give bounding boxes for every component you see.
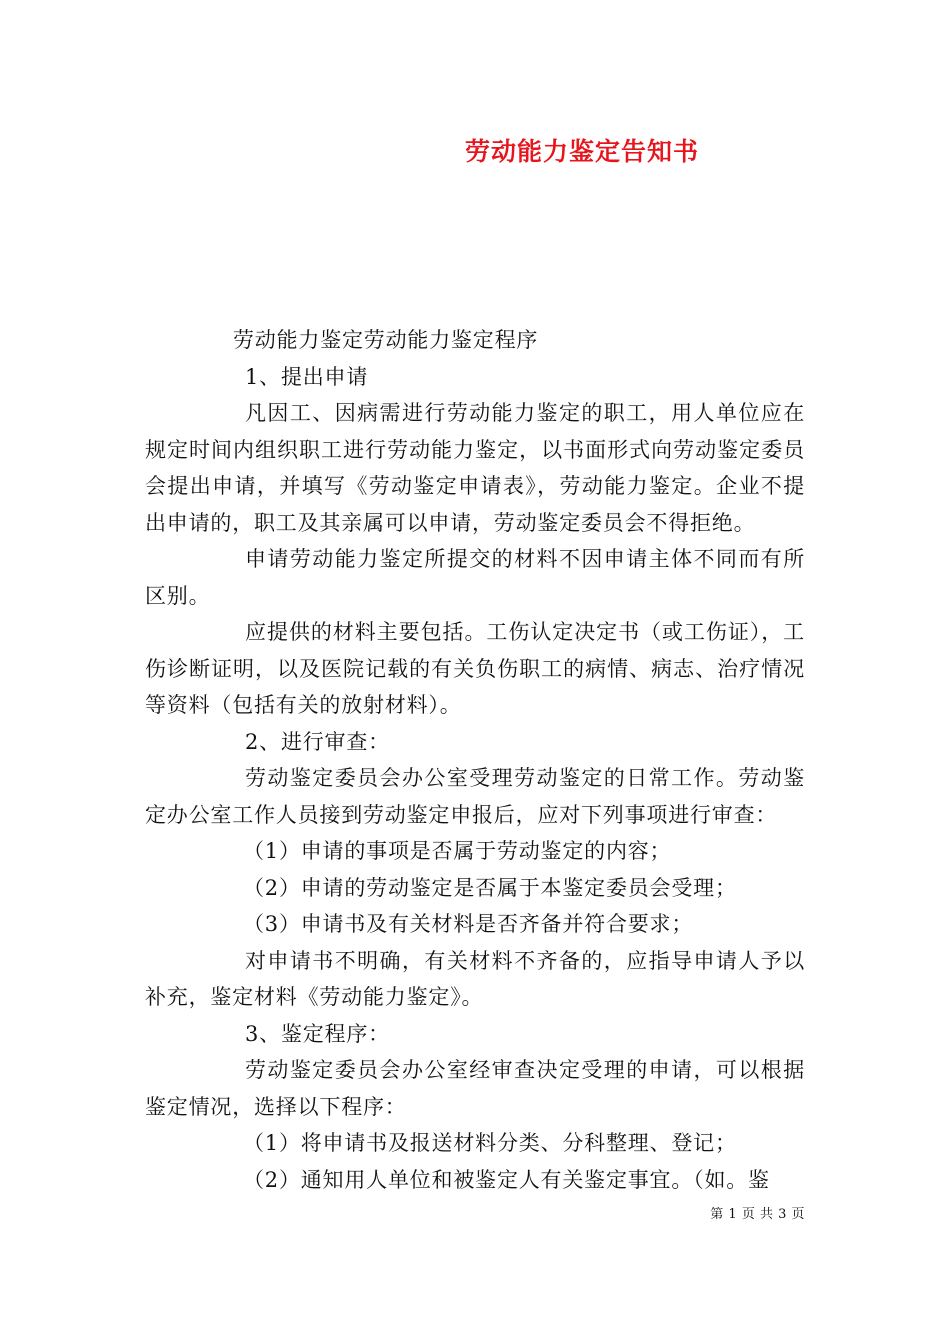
- paragraph: 劳动鉴定委员会办公室受理劳动鉴定的日常工作。劳动鉴定办公室工作人员接到劳动鉴定申报后，应对下列事项进行审查：: [145, 766, 805, 827]
- paragraph: 劳动鉴定委员会办公室经审查决定受理的申请，可以根据鉴定情况，选择以下程序：: [145, 1058, 805, 1119]
- paragraph: 对申请书不明确，有关材料不齐备的，应指导申请人予以补充，鉴定材料《劳动能力鉴定》。: [145, 948, 805, 1009]
- list-item: （2）申请的劳动鉴定是否属于本鉴定委员会受理；: [243, 875, 737, 900]
- paragraph: 劳动能力鉴定劳动能力鉴定程序: [233, 328, 539, 352]
- paragraph: 3、鉴定程序：: [245, 1021, 390, 1046]
- page-number: 第 1 页 共 3 页: [710, 1207, 805, 1222]
- list-item: （1）申请的事项是否属于劳动鉴定的内容；: [243, 839, 672, 863]
- paragraph: 应提供的材料主要包括。工伤认定决定书（或工伤证），工伤诊断证明，以及医院记载的有关负伤职工的病情、病志、治疗情况等资料（包括有关的放射材料）。: [145, 620, 805, 717]
- paragraph: 1、提出申请: [245, 364, 369, 389]
- list-item: （2）通知用人单位和被鉴定人有关鉴定事宜。（如。鉴: [243, 1167, 770, 1192]
- document-title: 劳动能力鉴定告知书: [464, 137, 699, 166]
- document-body: [145, 322, 805, 1198]
- paragraph: 2、进行审查：: [245, 729, 390, 754]
- paragraph: 申请劳动能力鉴定所提交的材料不因申请主体不同而有所区别。: [145, 547, 805, 608]
- list-item: （1）将申请书及报送材料分类、分科整理、登记；: [243, 1131, 737, 1155]
- list-item: （3）申请书及有关材料是否齐备并符合要求；: [243, 912, 694, 936]
- paragraph: 凡因工、因病需进行劳动能力鉴定的职工，用人单位应在规定时间内组织职工进行劳动能力鉴定，以书面形式向劳动鉴定委员会提出申请，并填写《劳动鉴定申请表》，劳动能力鉴定。企业不提出申请的，职工及其亲属可以申请，劳动鉴定委员会不得拒绝。: [145, 401, 805, 535]
